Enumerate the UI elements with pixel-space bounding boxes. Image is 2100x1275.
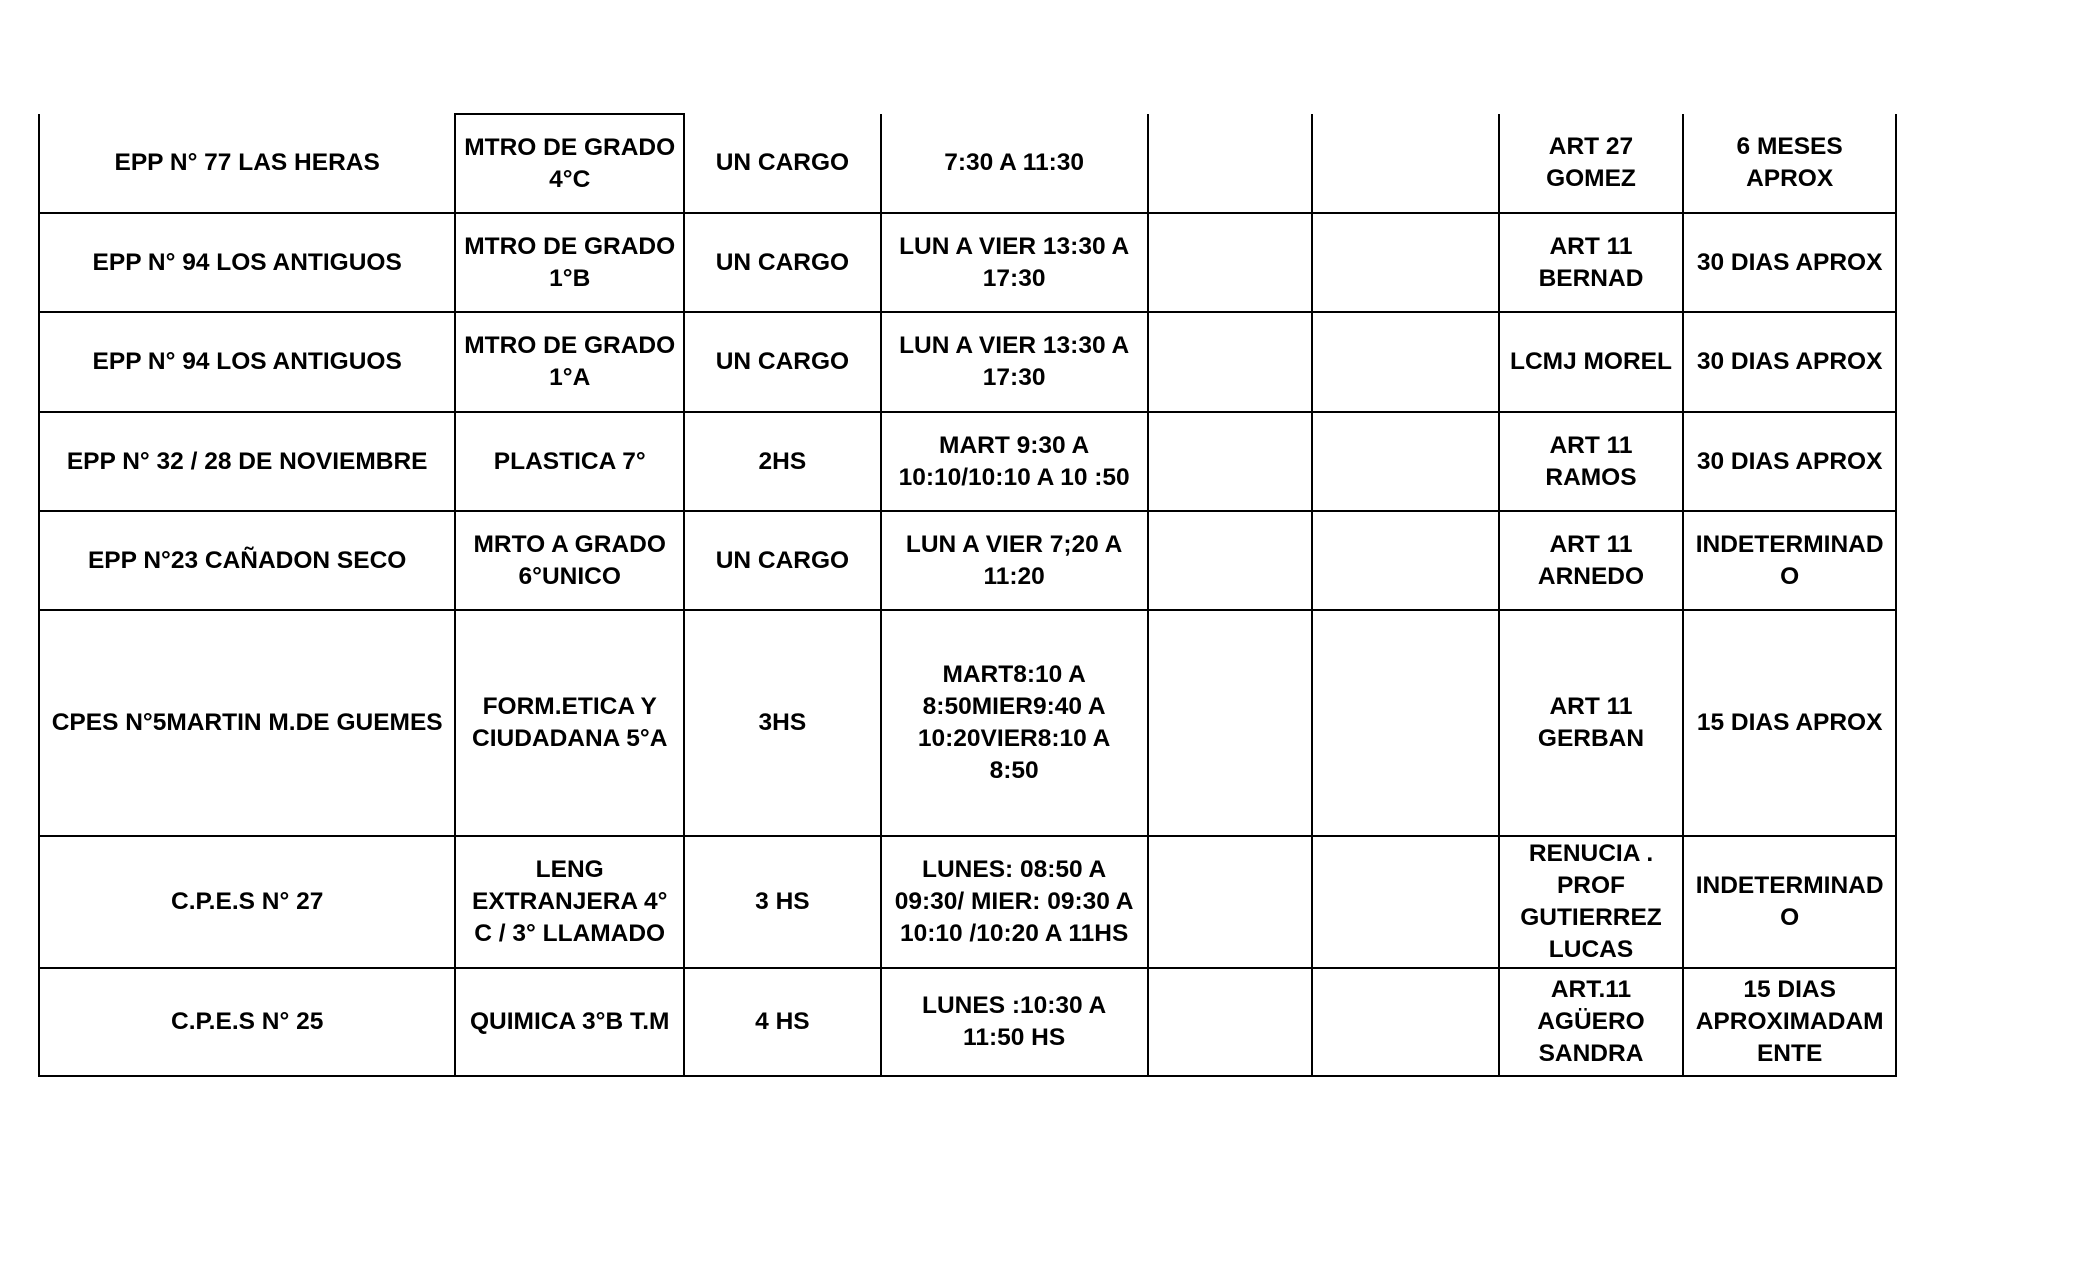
duration-cell: 15 DIAS APROX xyxy=(1683,610,1896,836)
position-cell: FORM.ETICA Y CIUDADANA 5°A xyxy=(455,610,684,836)
school-cell: EPP N° 94 LOS ANTIGUOS xyxy=(39,213,455,312)
duration-cell: 15 DIAS APROXIMADAM ENTE xyxy=(1683,968,1896,1076)
empty-cell xyxy=(1312,968,1499,1076)
position-cell: PLASTICA 7° xyxy=(455,412,684,511)
schedule-cell: LUN A VIER 13:30 A 17:30 xyxy=(881,312,1148,412)
table-row xyxy=(39,114,1896,213)
empty-cell xyxy=(1148,610,1313,836)
school-cell: EPP N° 94 LOS ANTIGUOS xyxy=(39,312,455,412)
reason-cell: RENUCIA . PROF GUTIERREZ LUCAS xyxy=(1499,836,1684,968)
empty-cell xyxy=(1312,412,1499,511)
duration-cell: 30 DIAS APROX xyxy=(1683,312,1896,412)
hours-cell: 3 HS xyxy=(684,836,881,968)
empty-cell xyxy=(1148,312,1313,412)
schedule-cell: LUNES: 08:50 A 09:30/ MIER: 09:30 A 10:10 /10:20 A 11HS xyxy=(881,836,1148,968)
position-cell: QUIMICA 3°B T.M xyxy=(455,968,684,1076)
table-row xyxy=(39,836,1896,968)
duration-cell: INDETERMINAD O xyxy=(1683,836,1896,968)
schedule-cell: 7:30 A 11:30 xyxy=(881,114,1148,213)
empty-cell xyxy=(1148,412,1313,511)
position-cell: MRTO A GRADO 6°UNICO xyxy=(455,511,684,610)
empty-cell xyxy=(1148,968,1313,1076)
reason-cell: ART 11 RAMOS xyxy=(1499,412,1684,511)
reason-cell: ART 11 BERNAD xyxy=(1499,213,1684,312)
table-row xyxy=(39,968,1896,1076)
reason-cell: ART 27 GOMEZ xyxy=(1499,114,1684,213)
hours-cell: UN CARGO xyxy=(684,511,881,610)
vacancy-table xyxy=(38,113,1897,1077)
school-cell: EPP N°23 CAÑADON SECO xyxy=(39,511,455,610)
empty-cell xyxy=(1312,610,1499,836)
reason-cell: ART 11 ARNEDO xyxy=(1499,511,1684,610)
duration-cell: INDETERMINAD O xyxy=(1683,511,1896,610)
table-row xyxy=(39,213,1896,312)
reason-cell: LCMJ MOREL xyxy=(1499,312,1684,412)
empty-cell xyxy=(1312,511,1499,610)
empty-cell xyxy=(1312,312,1499,412)
empty-cell xyxy=(1148,836,1313,968)
empty-cell xyxy=(1312,114,1499,213)
table-row xyxy=(39,610,1896,836)
school-cell: EPP N° 77 LAS HERAS xyxy=(39,114,455,213)
schedule-cell: LUNES :10:30 A 11:50 HS xyxy=(881,968,1148,1076)
reason-cell: ART.11 AGÜERO SANDRA xyxy=(1499,968,1684,1076)
hours-cell: UN CARGO xyxy=(684,213,881,312)
position-cell: MTRO DE GRADO 1°B xyxy=(455,213,684,312)
table-body xyxy=(39,114,1896,1076)
hours-cell: 2HS xyxy=(684,412,881,511)
table-row xyxy=(39,312,1896,412)
schedule-cell: MART 9:30 A 10:10/10:10 A 10 :50 xyxy=(881,412,1148,511)
empty-cell xyxy=(1312,213,1499,312)
table-row xyxy=(39,412,1896,511)
duration-cell: 6 MESES APROX xyxy=(1683,114,1896,213)
school-cell: C.P.E.S N° 25 xyxy=(39,968,455,1076)
hours-cell: UN CARGO xyxy=(684,312,881,412)
hours-cell: UN CARGO xyxy=(684,114,881,213)
empty-cell xyxy=(1148,114,1313,213)
schedule-cell: MART8:10 A 8:50MIER9:40 A 10:20VIER8:10 A 8:50 xyxy=(881,610,1148,836)
duration-cell: 30 DIAS APROX xyxy=(1683,213,1896,312)
hours-cell: 4 HS xyxy=(684,968,881,1076)
empty-cell xyxy=(1148,213,1313,312)
schedule-cell: LUN A VIER 7;20 A 11:20 xyxy=(881,511,1148,610)
empty-cell xyxy=(1148,511,1313,610)
empty-cell xyxy=(1312,836,1499,968)
schedule-cell: LUN A VIER 13:30 A 17:30 xyxy=(881,213,1148,312)
hours-cell: 3HS xyxy=(684,610,881,836)
position-cell: MTRO DE GRADO 4°C xyxy=(455,114,684,213)
reason-cell: ART 11 GERBAN xyxy=(1499,610,1684,836)
position-cell: MTRO DE GRADO 1°A xyxy=(455,312,684,412)
position-cell: LENG EXTRANJERA 4° C / 3° LLAMADO xyxy=(455,836,684,968)
school-cell: CPES N°5MARTIN M.DE GUEMES xyxy=(39,610,455,836)
duration-cell: 30 DIAS APROX xyxy=(1683,412,1896,511)
school-cell: EPP N° 32 / 28 DE NOVIEMBRE xyxy=(39,412,455,511)
table-row xyxy=(39,511,1896,610)
school-cell: C.P.E.S N° 27 xyxy=(39,836,455,968)
